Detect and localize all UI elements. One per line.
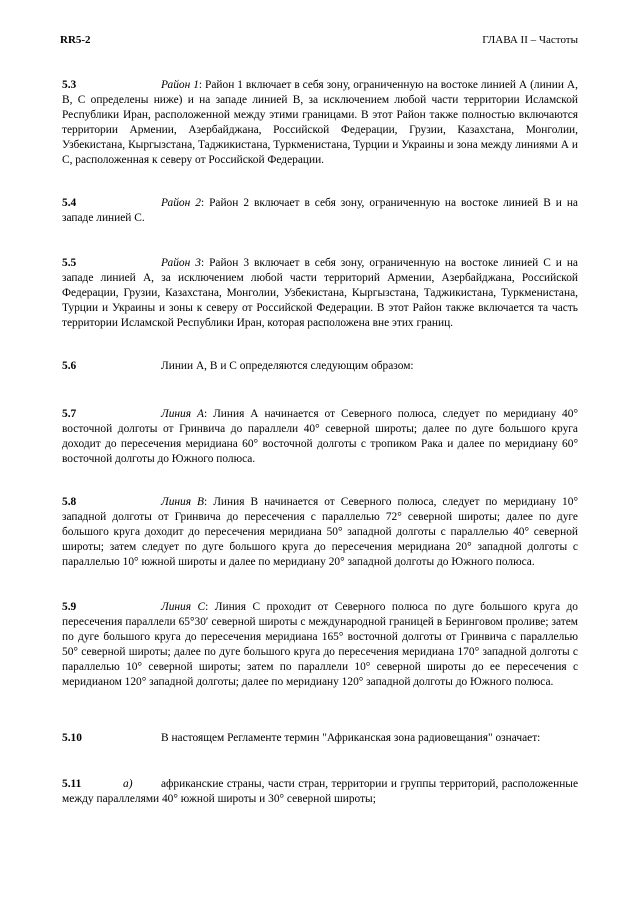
paragraph-5-3 — [62, 78, 578, 168]
doc-code: RR5-2 — [60, 34, 91, 46]
paragraph-text: : Линия В начинается от Северного полюса, следует по меридиану 10° западной долготы от Гринвича до пересечения с параллелью 72° северной широты; далее по дуге большого круга доходит до пересечения меридиана 50° западной долготы с параллелью 40° северной широты; затем следует по дуге большого круга до пересечения меридиана 20° западной долготы с параллелью 10° южной широты и далее по меридиану 20° западной долготы до Южного полюса. — [62, 496, 578, 568]
paragraph-number: 5.3 — [62, 79, 77, 91]
paragraph-number: 5.6 — [62, 360, 77, 372]
paragraph-text: : Район 3 включает в себя зону, ограниченную на востоке линией С и на западе линией А, за исключением любой части территорий Армении, Азербайджана, Российской Федерации, Грузии, Казахстана, Монголии, Узбекистана, Кыргызстана, Таджикистана, Туркменистана, Турции и Украины и зоны к северу от Российской Федерации. В этот Район также включается та часть территории Исламской Республики Иран, которая расположена вне этих границ. — [62, 257, 578, 329]
region-label: Район 3 — [161, 257, 201, 269]
paragraph-number: 5.9 — [62, 601, 77, 613]
region-label: Район 2 — [161, 197, 201, 209]
paragraph-5-7 — [62, 407, 578, 467]
paragraph-text: : Район 2 включает в себя зону, ограниченную на востоке линией В и на западе линией С. — [62, 197, 578, 224]
line-label: Линия В — [161, 496, 205, 508]
paragraph-text: : Линия А начинается от Северного полюса, следует по меридиану 40° восточной долготы от Гринвича до параллели 40° северной широты; далее по дуге большого круга доходит до пересечения меридиана 60° восточной долготы с тропиком Рака и далее по меридиану 60° восточной долготы до Южного полюса. — [62, 408, 578, 465]
paragraph-text: В настоящем Регламенте термин "Африканская зона радиовещания" означает: — [161, 732, 541, 744]
paragraph-text: Линии А, В и С определяются следующим образом: — [161, 360, 414, 372]
paragraph-text: : Район 1 включает в себя зону, ограниченную на востоке линией А (линии А, В, С определены ниже) и на западе линией В, за исключением любой части территории Исламской Республики Иран, расположенной между этими границами. В этот Район также полностью включаются территории Армении, Азербайджана, Российской Федерации, Грузии, Казахстана, Монголии, Узбекистана, Кыргызстана, Таджикистана, Туркменистана, Турции и Украины и зона между линиями А и С, расположенная к северу от Российской Федерации. — [62, 79, 578, 166]
paragraph-number: 5.4 — [62, 197, 77, 209]
line-label: Линия С — [161, 601, 206, 613]
paragraph-5-9 — [62, 600, 578, 690]
paragraph-5-6 — [62, 359, 578, 374]
paragraph-number: 5.11 — [62, 778, 82, 790]
chapter-title: ГЛАВА II – Частоты — [482, 34, 578, 46]
paragraph-text: : Линия С проходит от Северного полюса по дуге большого круга до пересечения параллели 65°30′ северной широты с международной границей в Беринговом проливе; затем по дуге большого круга до пересечения меридиана 165° восточной долготы от Гринвича с параллелью 50° северной широты; далее по дуге большого круга до пересечения меридиана 170° западной долготы с параллелью 10° северной широты; затем по параллели 10° северной широты до ее пересечения с меридианом 120° западной долготы; далее по меридиану 120° западной долготы до Южного полюса. — [62, 601, 578, 688]
paragraph-5-8 — [62, 495, 578, 570]
paragraph-number: 5.7 — [62, 408, 77, 420]
paragraph-number: 5.10 — [62, 732, 82, 744]
paragraph-5-10 — [62, 731, 578, 746]
paragraph-5-11 — [62, 777, 578, 807]
region-label: Район 1 — [161, 79, 199, 91]
line-label: Линия А — [161, 408, 204, 420]
paragraph-5-4 — [62, 196, 578, 226]
paragraph-5-5 — [62, 256, 578, 331]
paragraph-number: 5.8 — [62, 496, 77, 508]
item-label: a) — [123, 778, 133, 790]
paragraph-text: африканские страны, части стран, территории и группы территорий, расположенные между параллелями 40° южной широты и 30° северной широты; — [62, 778, 578, 805]
paragraph-number: 5.5 — [62, 257, 77, 269]
